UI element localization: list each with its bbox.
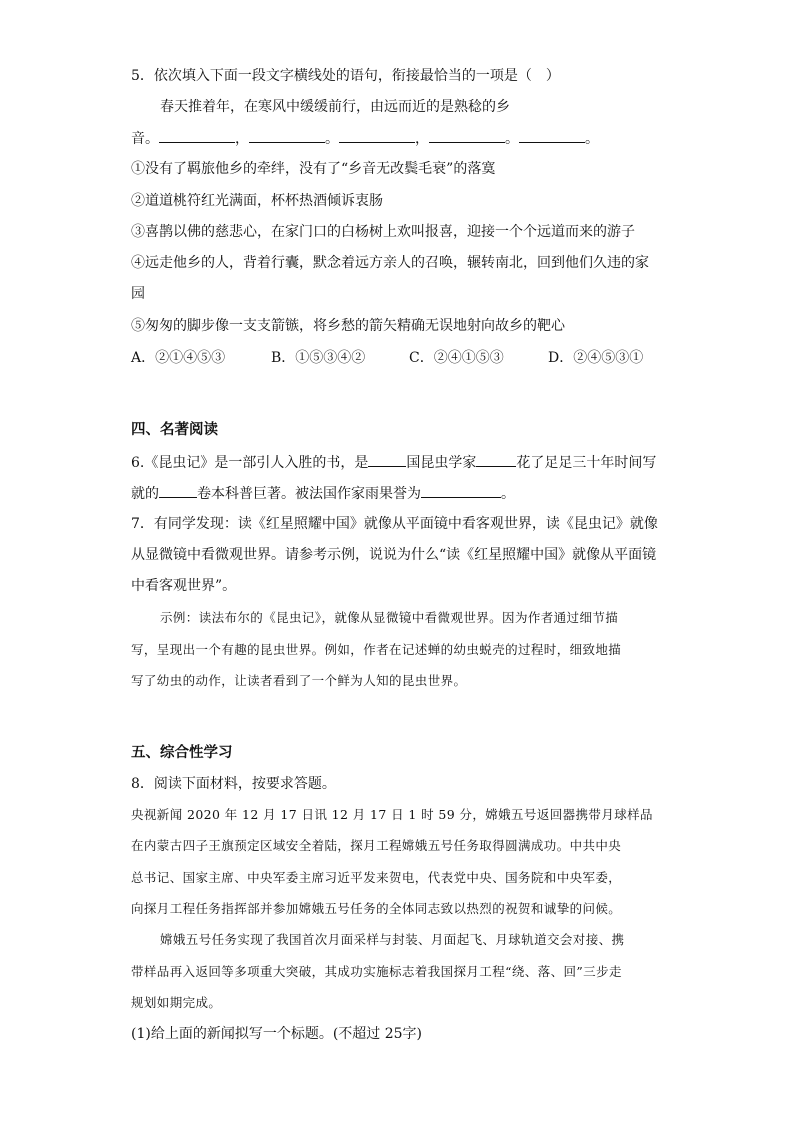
q6-line2	[131, 483, 515, 504]
section4-title: 四、名著阅读	[131, 422, 218, 438]
q7-line1: 7．有同学发现：读《红星照耀中国》就像从平面镜中看客观世界，读《昆虫记》就像	[131, 516, 658, 532]
q5-blank-4[interactable]	[429, 128, 505, 143]
q8-news-line2: 在内蒙古四子王旗预定区域安全着陆，探月工程嫦娥五号任务取得圆满成功。中共中央	[131, 838, 622, 853]
q5-sep-4: 。	[505, 131, 519, 147]
q5-sep-2: 。	[325, 131, 339, 147]
q5-blank-2[interactable]	[249, 128, 325, 143]
q5-option-a[interactable]: A．②①④⑤③	[131, 350, 226, 366]
q7-line2: 从显微镜中看微观世界。请参考示例，说说为什么“读《红星照耀中国》就像从平面镜	[131, 547, 657, 563]
q5-item-4-line1: ④远走他乡的人，背着行囊，默念着远方亲人的召唤，辗转南北，回到他们久违的家	[131, 255, 649, 271]
q6-line1	[131, 452, 656, 473]
q5-blank-1[interactable]	[159, 128, 235, 143]
q7-example-line1: 示例：读法布尔的《昆虫记》，就像从显微镜中看微观世界。因为作者通过细节描	[160, 610, 619, 625]
q6-text-3: 花了足足三十年时间写	[516, 455, 657, 471]
q6-blank-3[interactable]	[159, 483, 197, 498]
q5-passage-start: 音。	[131, 131, 159, 147]
q5-item-3: ③喜鹊以佛的慈悲心，在家门口的白杨树上欢叫报喜，迎接一个个远道而来的游子	[131, 224, 635, 240]
q6-text-2: 国昆虫学家	[406, 455, 477, 471]
q5-option-c[interactable]: C．②④①⑤③	[409, 350, 504, 366]
q8-news-line1: 央视新闻 2020 年 12 月 17 日讯 12 月 17 日 1 时 59 分，嫦娥五号返回器携带月球样品	[131, 807, 653, 822]
q7-example-line3: 写了幼虫的动作，让读者看到了一个鲜为人知的昆虫世界。	[131, 673, 467, 688]
q5-options	[131, 348, 643, 368]
q5-option-b[interactable]: B．①⑤③④②	[271, 350, 366, 366]
q5-sep-1: ，	[235, 131, 249, 147]
q6-blank-1[interactable]	[368, 452, 406, 467]
q8-sub-1: (1)给上面的新闻拟写一个标题。(不超过 25字)	[131, 1026, 423, 1042]
q5-passage-line1: 春天推着年，在寒风中缓缓前行，由远而近的是熟稔的乡	[160, 99, 510, 115]
q6-text-5: 卷本科普巨著。被法国作家雨果誉为	[197, 486, 421, 502]
q8-stem: 8．阅读下面材料，按要求答题。	[131, 776, 336, 792]
q8-news-line4: 向探月工程任务指挥部并参加嫦娥五号任务的全体同志致以热烈的祝贺和诚挚的问候。	[131, 901, 622, 916]
q5-item-5: ⑤匆匆的脚步像一支支箭镞，将乡愁的箭矢精确无误地射向故乡的靶心	[131, 318, 565, 334]
q5-item-2: ②道道桃符红光满面，杯杯热酒倾诉衷肠	[131, 193, 383, 209]
q6-blank-2[interactable]	[476, 452, 516, 467]
q8-news-line5: 嫦娥五号任务实现了我国首次月面采样与封装、月面起飞、月球轨道交会对接、携	[160, 932, 625, 947]
q7-example-line2: 写，呈现出一个有趣的昆虫世界。例如，作者在记述蝉的幼虫蜕壳的过程时，细致地描	[131, 642, 622, 657]
q5-sep-3: ，	[415, 131, 429, 147]
q5-blank-5[interactable]	[519, 128, 585, 143]
q5-item-4-line2: 园	[131, 286, 145, 302]
q5-end: 。	[585, 131, 599, 147]
q7-line3: 中看客观世界”。	[131, 578, 237, 594]
q8-news-line3: 总书记、国家主席、中央军委主席习近平发来贺电，代表党中央、国务院和中央军委，	[131, 870, 622, 885]
q6-text-4: 就的	[131, 486, 159, 502]
section5-title: 五、综合性学习	[131, 745, 233, 761]
q5-passage-line2	[131, 128, 599, 149]
q6-text-6: 。	[501, 486, 515, 502]
q5-option-d[interactable]: D．②④⑤③①	[548, 350, 644, 366]
q8-news-line7: 规划如期完成。	[131, 995, 222, 1010]
q5-item-1: ①没有了羁旅他乡的牵绊，没有了“乡音无改鬓毛衰”的落寞	[131, 161, 496, 177]
q5-blank-3[interactable]	[339, 128, 415, 143]
q5-stem: 5．依次填入下面一段文字横线处的语句，衔接最恰当的一项是（ ）	[131, 68, 560, 84]
q8-news-line6: 带样品再入返回等多项重大突破，其成功实施标志着我国探月工程“绕、落、回”三步走	[131, 964, 622, 979]
q6-text-1: 6.《昆虫记》是一部引人入胜的书，是	[131, 455, 369, 471]
q6-blank-4[interactable]	[421, 483, 501, 498]
